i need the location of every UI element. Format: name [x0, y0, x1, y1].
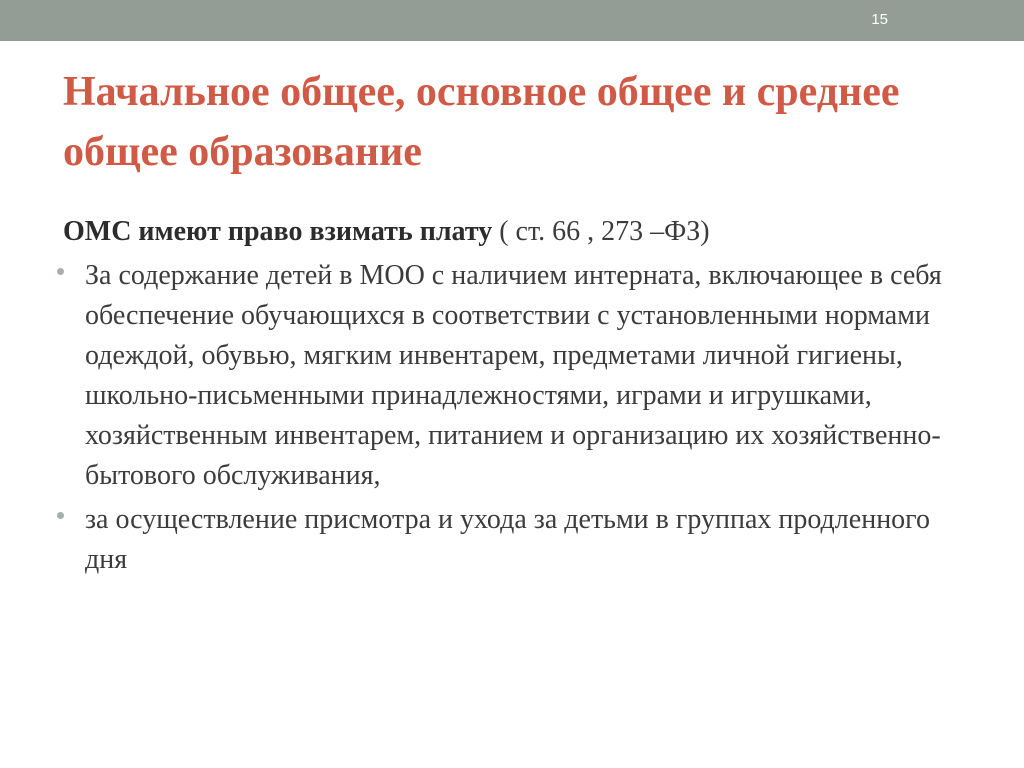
bullet-list	[63, 256, 973, 580]
bullet-icon	[57, 268, 64, 275]
bullet-text: за осуществление присмотра и ухода за детьми в группах продленного дня	[85, 504, 930, 575]
slide-title: Начальное общее, основное общее и среднее общее образование	[63, 69, 900, 175]
lead-line	[63, 212, 973, 252]
slide-number: 15	[871, 11, 888, 28]
bullet-text: За содержание детей в МОО с наличием интерната, включающее в себя обеспечение обучающихся в соответствии с установленными нормами одеждой, обувью, мягким инвентарем, предметами личной гигиены, школьно-письменными принадлежностями, играми и игрушками, хозяйственным инвентарем, питанием и организацию их хозяйственно-бытового обслуживания,	[85, 260, 942, 491]
bullet-icon	[57, 512, 64, 519]
bullet-item	[63, 256, 973, 496]
top-bar	[0, 0, 1024, 41]
bullet-item	[63, 500, 973, 580]
lead-reference-text: ( ст. 66 , 273 –ФЗ)	[492, 216, 710, 247]
slide-body	[63, 212, 973, 584]
lead-bold-text: ОМС имеют право взимать плату	[63, 216, 493, 247]
